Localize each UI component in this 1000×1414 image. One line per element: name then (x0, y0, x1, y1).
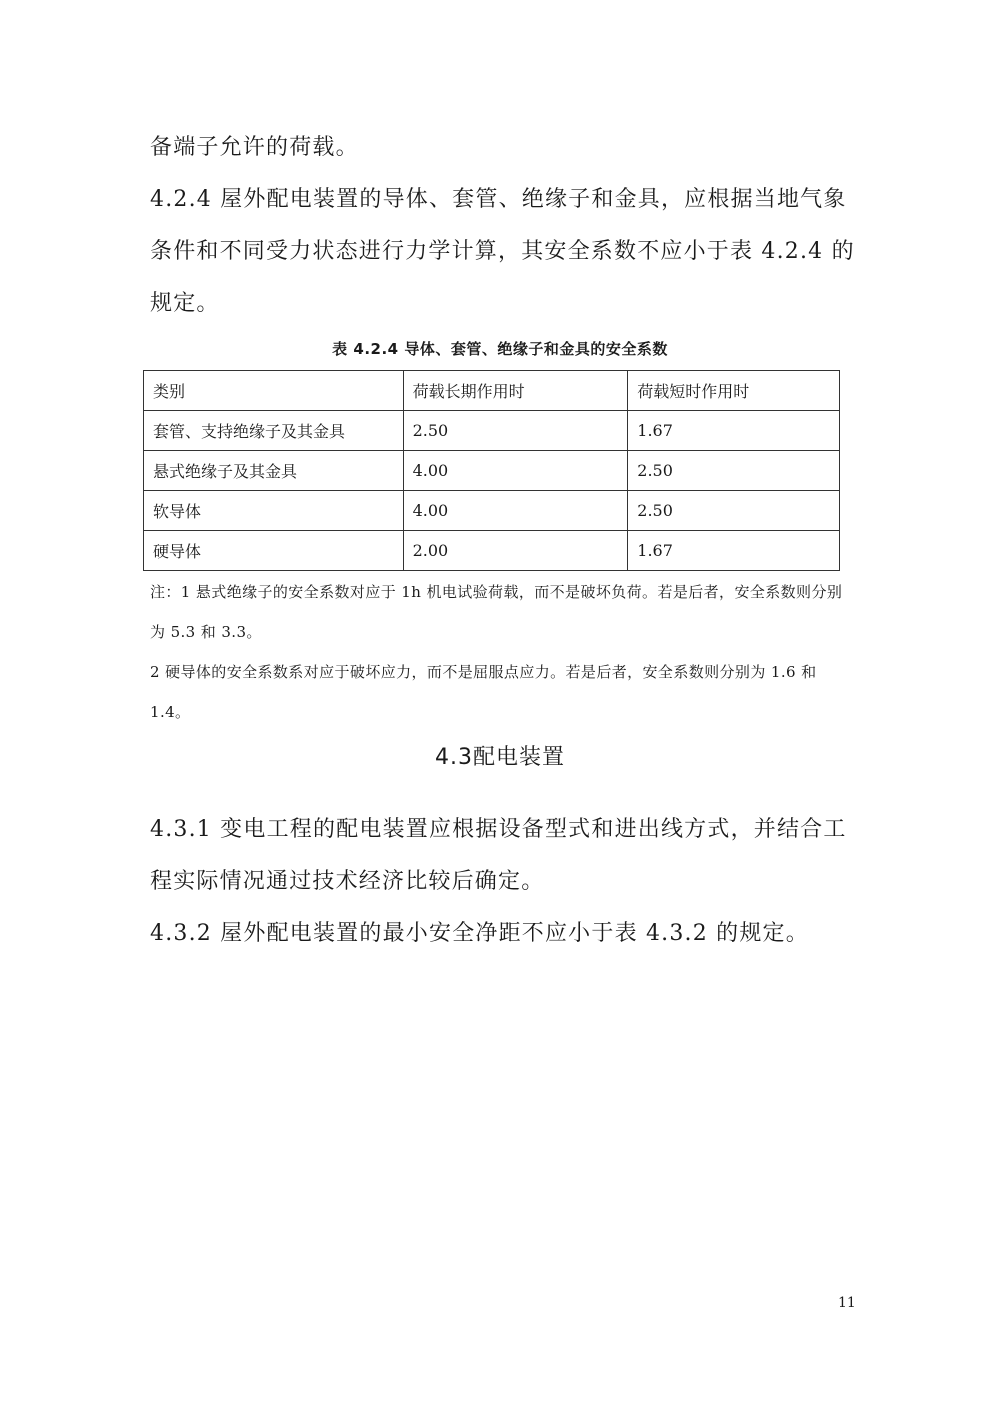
cell-long-term: 4.00 (403, 451, 628, 491)
paragraph-4-3-2: 4.3.2 屋外配电装置的最小安全净距不应小于表 4.3.2 的规定。 (150, 921, 809, 946)
cell-long-term: 4.00 (403, 491, 628, 531)
safety-factor-table (143, 370, 840, 571)
cell-category: 硬导体 (144, 531, 404, 571)
header-short-term-load: 荷载短时作用时 (628, 371, 840, 411)
table-note-1: 注：1 悬式绝缘子的安全系数对应于 1h 机电试验荷载，而不是破坏负荷。若是后者，安全系数则分别为 5.3 和 3.3。 (150, 583, 843, 641)
paragraph-4-3-1: 4.3.1 变电工程的配电装置应根据设备型式和进出线方式，并结合工程实际情况通过技术经济比较后确定。 (150, 817, 847, 894)
cell-category: 套管、支持绝缘子及其金具 (144, 411, 404, 451)
page-number: 11 (838, 1295, 856, 1311)
paragraph-continuation: 备端子允许的荷载。 (150, 135, 359, 160)
table-note-2: 2 硬导体的安全系数系对应于破坏应力，而不是屈服点应力。若是后者，安全系数则分别为 1.6 和 1.4。 (150, 663, 817, 721)
cell-short-term: 2.50 (628, 451, 840, 491)
table-row (144, 451, 840, 491)
cell-long-term: 2.00 (403, 531, 628, 571)
cell-short-term: 1.67 (628, 411, 840, 451)
cell-category: 软导体 (144, 491, 404, 531)
cell-short-term: 1.67 (628, 531, 840, 571)
header-long-term-load: 荷载长期作用时 (403, 371, 628, 411)
cell-category: 悬式绝缘子及其金具 (144, 451, 404, 491)
cell-long-term: 2.50 (403, 411, 628, 451)
table-header-row (144, 371, 840, 411)
section-heading: 4.3配电装置 (435, 745, 565, 770)
table-row (144, 411, 840, 451)
cell-short-term: 2.50 (628, 491, 840, 531)
header-category: 类别 (144, 371, 404, 411)
paragraph-4-2-4: 4.2.4 屋外配电装置的导体、套管、绝缘子和金具，应根据当地气象条件和不同受力状态进行力学计算，其安全系数不应小于表 4.2.4 的规定。 (150, 187, 855, 316)
table-caption: 表 4.2.4 导体、套管、绝缘子和金具的安全系数 (332, 340, 668, 358)
table-row (144, 531, 840, 571)
table-row (144, 491, 840, 531)
